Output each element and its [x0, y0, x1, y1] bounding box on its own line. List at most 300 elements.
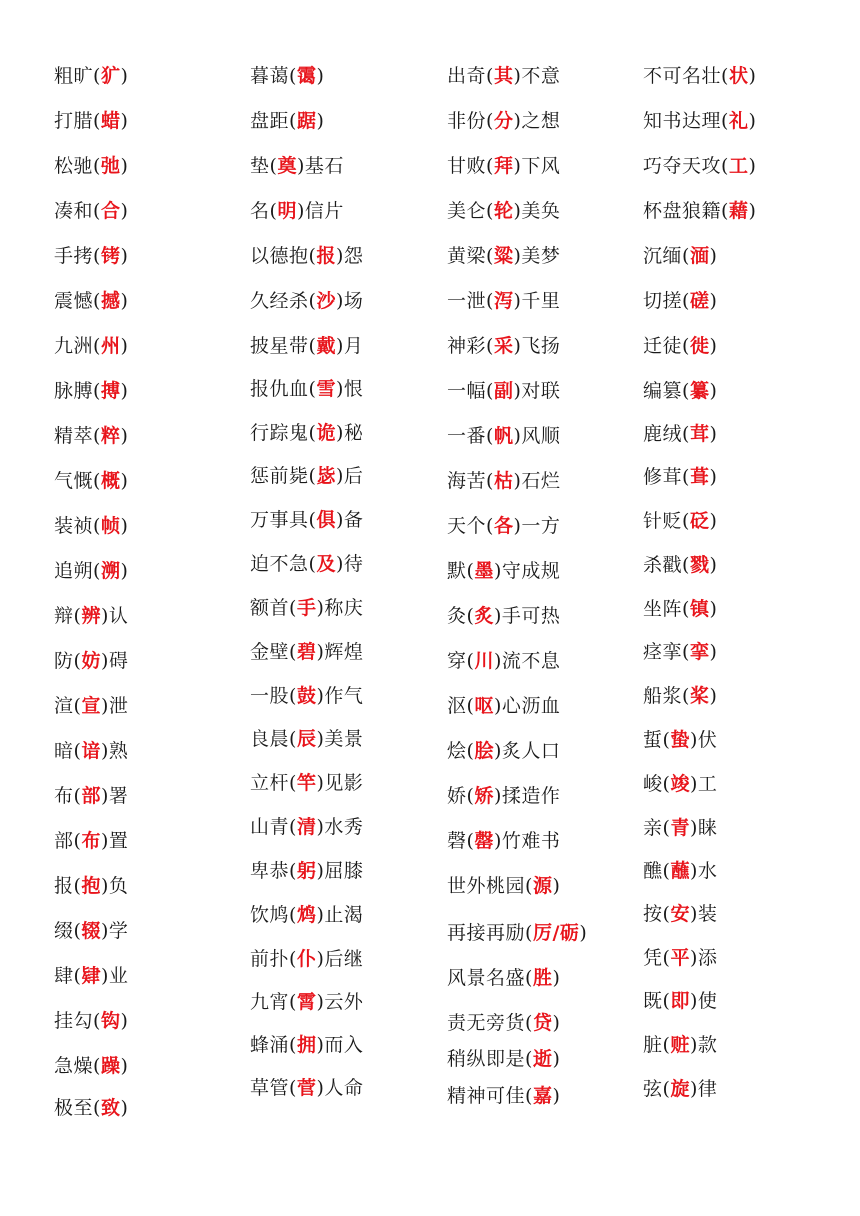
wrong-text: 亲 — [643, 817, 663, 839]
correct-character: 俱 — [316, 509, 336, 531]
correct-character: 副 — [493, 380, 514, 402]
open-paren: ( — [682, 466, 690, 488]
correct-character: 粹 — [100, 425, 121, 447]
open-paren: ( — [289, 816, 297, 838]
correct-character: 铐 — [100, 245, 121, 267]
close-paren: ) — [316, 991, 325, 1013]
word-entry — [54, 63, 128, 89]
close-paren: ) — [493, 695, 502, 717]
word-entry — [54, 738, 128, 764]
word-entry — [54, 603, 128, 629]
wrong-text: 按 — [643, 903, 663, 925]
correct-character: 辨 — [81, 605, 101, 627]
wrong-text: 一泄 — [447, 290, 487, 312]
word-entry — [250, 858, 363, 884]
close-paren: ) — [120, 110, 129, 132]
trailing-text: 飞扬 — [521, 335, 561, 357]
open-paren: ( — [289, 904, 297, 926]
open-paren: ( — [93, 380, 101, 402]
open-paren: ( — [308, 335, 317, 357]
wrong-text: 极至 — [54, 1097, 94, 1119]
correct-character: 源 — [532, 875, 553, 897]
correct-character: 钩 — [100, 1010, 121, 1032]
word-entry — [447, 378, 560, 404]
open-paren: ( — [486, 335, 494, 357]
trailing-text: 业 — [108, 965, 129, 987]
correct-character: 霭 — [296, 65, 317, 87]
open-paren: ( — [269, 155, 278, 177]
wrong-text: 震憾 — [54, 290, 94, 312]
wrong-text: 峻 — [643, 773, 663, 795]
correct-character: 及 — [316, 553, 336, 575]
close-paren: ) — [748, 110, 757, 132]
close-paren: ) — [316, 904, 325, 926]
open-paren: ( — [93, 470, 101, 492]
trailing-text: 装 — [697, 903, 718, 925]
word-entry — [54, 468, 128, 494]
open-paren: ( — [308, 553, 317, 575]
open-paren: ( — [93, 245, 101, 267]
word-entry — [447, 648, 560, 674]
correct-character: 采 — [493, 335, 514, 357]
correct-character: 蘸 — [670, 860, 690, 882]
close-paren: ) — [748, 155, 757, 177]
wrong-text: 缀 — [54, 920, 74, 942]
trailing-text: 风顺 — [521, 425, 561, 447]
open-paren: ( — [73, 785, 82, 807]
close-paren: ) — [493, 650, 502, 672]
close-paren: ) — [689, 860, 698, 882]
trailing-text: 信片 — [304, 200, 344, 222]
word-entry — [250, 507, 363, 533]
correct-character: 川 — [474, 650, 494, 672]
open-paren: ( — [466, 650, 475, 672]
correct-character: 磋 — [689, 290, 710, 312]
close-paren: ) — [316, 816, 325, 838]
word-entry — [54, 828, 128, 854]
word-entry — [447, 513, 560, 539]
open-paren: ( — [662, 729, 671, 751]
word-entry — [250, 198, 344, 224]
correct-character: 赃 — [670, 1034, 690, 1056]
close-paren: ) — [513, 470, 522, 492]
correct-character: 撼 — [100, 290, 121, 312]
open-paren: ( — [93, 1097, 101, 1119]
open-paren: ( — [486, 380, 494, 402]
trailing-text: 置 — [108, 830, 129, 852]
open-paren: ( — [93, 65, 101, 87]
wrong-text: 既 — [643, 990, 663, 1012]
word-entry — [54, 108, 128, 134]
wrong-text: 一幅 — [447, 380, 487, 402]
word-entry — [250, 1032, 363, 1058]
wrong-text: 迫不急 — [250, 553, 309, 575]
open-paren: ( — [308, 378, 317, 400]
close-paren: ) — [335, 553, 344, 575]
open-paren: ( — [289, 948, 297, 970]
wrong-text: 稍纵即是 — [447, 1048, 526, 1070]
close-paren: ) — [579, 922, 588, 944]
trailing-text: 备 — [343, 509, 364, 531]
correct-character: 分 — [493, 110, 514, 132]
open-paren: ( — [486, 425, 494, 447]
wrong-text: 追朔 — [54, 560, 94, 582]
close-paren: ) — [689, 903, 698, 925]
open-paren: ( — [93, 290, 101, 312]
open-paren: ( — [466, 605, 475, 627]
close-paren: ) — [709, 423, 718, 445]
open-paren: ( — [721, 155, 729, 177]
word-entry — [643, 108, 756, 134]
word-entry — [250, 551, 363, 577]
word-entry — [643, 63, 756, 89]
open-paren: ( — [525, 922, 533, 944]
close-paren: ) — [552, 967, 561, 989]
word-entry — [447, 1010, 560, 1036]
open-paren: ( — [662, 990, 671, 1012]
open-paren: ( — [486, 515, 494, 537]
correct-character: 拜 — [493, 155, 514, 177]
open-paren: ( — [93, 1055, 101, 1077]
word-entry — [54, 558, 128, 584]
open-paren: ( — [662, 773, 671, 795]
close-paren: ) — [709, 335, 718, 357]
wrong-text: 迁徒 — [643, 335, 683, 357]
close-paren: ) — [100, 740, 109, 762]
close-paren: ) — [709, 598, 718, 620]
wrong-text: 天个 — [447, 515, 487, 537]
open-paren: ( — [486, 470, 494, 492]
close-paren: ) — [100, 830, 109, 852]
wrong-text: 针贬 — [643, 510, 683, 532]
correct-character: 状 — [728, 65, 749, 87]
word-entry — [447, 468, 560, 494]
wrong-text: 黄梁 — [447, 245, 487, 267]
word-entry — [54, 513, 128, 539]
word-entry — [447, 243, 560, 269]
trailing-text: 作气 — [324, 685, 364, 707]
open-paren: ( — [93, 1010, 101, 1032]
wrong-text: 沤 — [447, 695, 467, 717]
close-paren: ) — [100, 920, 109, 942]
close-paren: ) — [513, 380, 522, 402]
word-entry — [643, 333, 717, 359]
correct-character: 工 — [728, 155, 749, 177]
close-paren: ) — [689, 990, 698, 1012]
word-entry — [643, 901, 717, 927]
wrong-text: 凑和 — [54, 200, 94, 222]
open-paren: ( — [525, 967, 533, 989]
word-entry — [54, 873, 128, 899]
trailing-text: 基石 — [304, 155, 344, 177]
close-paren: ) — [709, 380, 718, 402]
word-entry — [447, 693, 560, 719]
correct-character: 嘉 — [532, 1085, 553, 1107]
wrong-text: 草管 — [250, 1077, 290, 1099]
correct-character: 雪 — [316, 378, 336, 400]
close-paren: ) — [316, 948, 325, 970]
wrong-text: 责无旁货 — [447, 1012, 526, 1034]
word-entry — [643, 596, 717, 622]
close-paren: ) — [335, 378, 344, 400]
trailing-text: 下风 — [521, 155, 561, 177]
correct-character: 弛 — [100, 155, 121, 177]
wrong-text: 精萃 — [54, 425, 94, 447]
close-paren: ) — [748, 65, 757, 87]
open-paren: ( — [289, 1077, 297, 1099]
word-entry — [54, 333, 128, 359]
close-paren: ) — [513, 155, 522, 177]
word-entry — [250, 463, 363, 489]
wrong-text: 卑恭 — [250, 860, 290, 882]
close-paren: ) — [335, 509, 344, 531]
open-paren: ( — [308, 245, 317, 267]
word-entry — [447, 63, 560, 89]
correct-character: 奠 — [277, 155, 297, 177]
open-paren: ( — [93, 560, 101, 582]
correct-character: 泻 — [493, 290, 514, 312]
close-paren: ) — [709, 685, 718, 707]
trailing-text: 伏 — [697, 729, 718, 751]
correct-character: 桨 — [689, 685, 710, 707]
correct-character: 竣 — [670, 773, 690, 795]
close-paren: ) — [120, 245, 129, 267]
close-paren: ) — [316, 728, 325, 750]
trailing-text: 场 — [343, 290, 364, 312]
correct-character: 搏 — [100, 380, 121, 402]
wrong-text: 行踪鬼 — [250, 422, 309, 444]
correct-character: 平 — [670, 947, 690, 969]
word-entry — [447, 198, 560, 224]
wrong-text: 万事具 — [250, 509, 309, 531]
wrong-text: 烩 — [447, 740, 467, 762]
open-paren: ( — [525, 1048, 533, 1070]
close-paren: ) — [552, 875, 561, 897]
word-entry — [54, 648, 128, 674]
close-paren: ) — [709, 641, 718, 663]
open-paren: ( — [308, 290, 317, 312]
open-paren: ( — [682, 554, 690, 576]
trailing-text: 待 — [343, 553, 364, 575]
correct-character: 部 — [81, 785, 101, 807]
trailing-text: 使 — [697, 990, 718, 1012]
wrong-text: 知书达理 — [643, 110, 722, 132]
wrong-text: 久经杀 — [250, 290, 309, 312]
correct-character: 蛰 — [670, 729, 690, 751]
trailing-text: 千里 — [521, 290, 561, 312]
trailing-text: 月 — [343, 335, 364, 357]
open-paren: ( — [93, 155, 101, 177]
trailing-text: 碍 — [108, 650, 129, 672]
wrong-text: 痉挛 — [643, 641, 683, 663]
word-entry — [250, 726, 363, 752]
word-entry — [643, 198, 756, 224]
correct-character: 犷 — [100, 65, 121, 87]
close-paren: ) — [316, 110, 325, 132]
correct-character: 戴 — [316, 335, 336, 357]
close-paren: ) — [100, 695, 109, 717]
wrong-text: 辩 — [54, 605, 74, 627]
open-paren: ( — [73, 920, 82, 942]
word-entry — [250, 376, 363, 402]
trailing-text: 睐 — [697, 817, 718, 839]
word-entry — [643, 771, 717, 797]
open-paren: ( — [308, 509, 317, 531]
trailing-text: 署 — [108, 785, 129, 807]
open-paren: ( — [486, 110, 494, 132]
close-paren: ) — [709, 510, 718, 532]
trailing-text: 辉煌 — [324, 641, 364, 663]
trailing-text: 炙人口 — [501, 740, 561, 762]
trailing-text: 后继 — [324, 948, 364, 970]
open-paren: ( — [682, 510, 690, 532]
wrong-text: 以德抱 — [250, 245, 309, 267]
trailing-text: 手可热 — [501, 605, 561, 627]
correct-character: 蜡 — [100, 110, 121, 132]
open-paren: ( — [308, 422, 317, 444]
trailing-text: 竹难书 — [501, 830, 561, 852]
wrong-text: 美仑 — [447, 200, 487, 222]
trailing-text: 止渴 — [324, 904, 364, 926]
close-paren: ) — [513, 425, 522, 447]
word-entry — [643, 153, 756, 179]
wrong-text: 神彩 — [447, 335, 487, 357]
trailing-text: 而入 — [324, 1034, 364, 1056]
correct-character: 即 — [670, 990, 690, 1012]
wrong-text: 蜇 — [643, 729, 663, 751]
close-paren: ) — [689, 1078, 698, 1100]
open-paren: ( — [682, 335, 690, 357]
wrong-text: 灸 — [447, 605, 467, 627]
wrong-text: 报 — [54, 875, 74, 897]
correct-character: 脍 — [474, 740, 494, 762]
close-paren: ) — [552, 1012, 561, 1034]
word-entry — [250, 333, 363, 359]
trailing-text: 认 — [108, 605, 129, 627]
close-paren: ) — [316, 685, 325, 707]
wrong-text: 鹿绒 — [643, 423, 683, 445]
correct-character: 妨 — [81, 650, 101, 672]
trailing-text: 负 — [108, 875, 129, 897]
word-entry — [643, 815, 717, 841]
wrong-text: 垫 — [250, 155, 270, 177]
correct-character: 手 — [296, 597, 317, 619]
open-paren: ( — [93, 200, 101, 222]
open-paren: ( — [682, 290, 690, 312]
wrong-text: 沉缅 — [643, 245, 683, 267]
wrong-text: 粗旷 — [54, 65, 94, 87]
word-entry — [643, 1032, 717, 1058]
close-paren: ) — [316, 772, 325, 794]
trailing-text: 水 — [697, 860, 718, 882]
open-paren: ( — [93, 515, 101, 537]
close-paren: ) — [335, 465, 344, 487]
close-paren: ) — [513, 335, 522, 357]
correct-character: 帆 — [493, 425, 514, 447]
close-paren: ) — [689, 773, 698, 795]
trailing-text: 熟 — [108, 740, 129, 762]
word-entry — [447, 738, 560, 764]
close-paren: ) — [335, 422, 344, 444]
word-entry — [447, 153, 560, 179]
close-paren: ) — [493, 785, 502, 807]
wrong-text: 精神可佳 — [447, 1085, 526, 1107]
word-entry — [54, 423, 128, 449]
close-paren: ) — [335, 290, 344, 312]
open-paren: ( — [662, 860, 671, 882]
word-entry — [250, 639, 363, 665]
close-paren: ) — [493, 830, 502, 852]
open-paren: ( — [289, 1034, 297, 1056]
close-paren: ) — [748, 200, 757, 222]
wrong-text: 世外桃园 — [447, 875, 526, 897]
correct-character: 拥 — [296, 1034, 317, 1056]
wrong-text: 良晨 — [250, 728, 290, 750]
word-entry — [250, 595, 363, 621]
open-paren: ( — [289, 110, 297, 132]
close-paren: ) — [316, 860, 325, 882]
correct-character: 概 — [100, 470, 121, 492]
close-paren: ) — [513, 290, 522, 312]
word-entry — [447, 558, 560, 584]
close-paren: ) — [689, 1034, 698, 1056]
open-paren: ( — [662, 1034, 671, 1056]
correct-character: 清 — [296, 816, 317, 838]
correct-character: 辰 — [296, 728, 317, 750]
open-paren: ( — [466, 560, 475, 582]
trailing-text: 一方 — [521, 515, 561, 537]
wrong-text: 山青 — [250, 816, 290, 838]
correct-character: 轮 — [493, 200, 514, 222]
trailing-text: 屈膝 — [324, 860, 364, 882]
word-entry — [54, 918, 128, 944]
wrong-text: 暗 — [54, 740, 74, 762]
open-paren: ( — [289, 685, 297, 707]
correct-character: 礼 — [728, 110, 749, 132]
word-entry — [447, 288, 560, 314]
correct-character: 挛 — [689, 641, 710, 663]
word-entry — [643, 727, 717, 753]
word-entry — [54, 783, 128, 809]
wrong-text: 一股 — [250, 685, 290, 707]
correct-character: 胜 — [532, 967, 553, 989]
correct-character: 宣 — [81, 695, 101, 717]
trailing-text: 恨 — [343, 378, 364, 400]
open-paren: ( — [662, 903, 671, 925]
word-entry — [54, 243, 128, 269]
wrong-text: 饮鸠 — [250, 904, 290, 926]
close-paren: ) — [689, 947, 698, 969]
close-paren: ) — [120, 1010, 129, 1032]
wrong-text: 前扑 — [250, 948, 290, 970]
word-entry — [447, 333, 560, 359]
trailing-text: 揉造作 — [501, 785, 561, 807]
close-paren: ) — [100, 605, 109, 627]
word-entry — [643, 378, 717, 404]
open-paren: ( — [662, 817, 671, 839]
trailing-text: 云外 — [324, 991, 364, 1013]
correct-character: 各 — [493, 515, 514, 537]
correct-character: 合 — [100, 200, 121, 222]
trailing-text: 怨 — [343, 245, 364, 267]
wrong-text: 不可名壮 — [643, 65, 722, 87]
close-paren: ) — [120, 155, 129, 177]
trailing-text: 石烂 — [521, 470, 561, 492]
close-paren: ) — [709, 245, 718, 267]
close-paren: ) — [100, 785, 109, 807]
wrong-text: 挂勾 — [54, 1010, 94, 1032]
wrong-text: 气慨 — [54, 470, 94, 492]
